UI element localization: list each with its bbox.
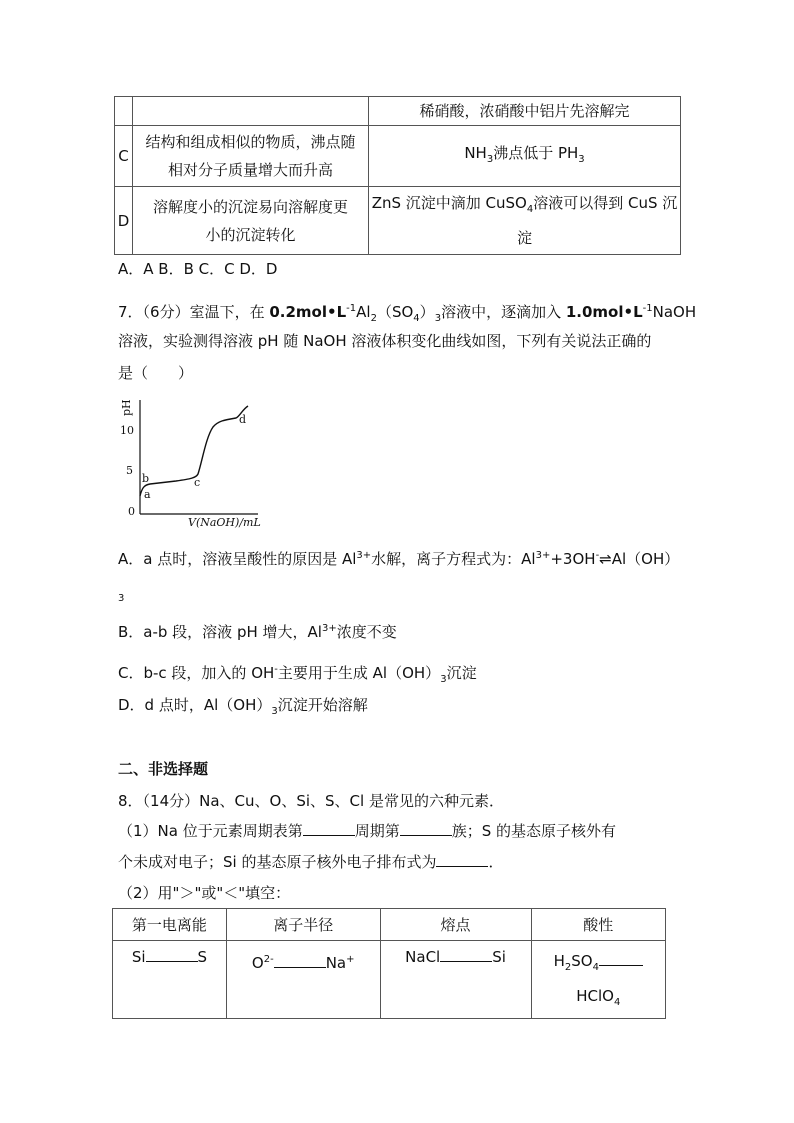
x-axis-label: V(NaOH)/mL <box>188 516 261 529</box>
table-cell <box>133 187 369 255</box>
option-text: C．b-c 段，加入的 OH <box>118 664 275 682</box>
subscript: 3 <box>440 674 447 685</box>
answer-blank[interactable] <box>599 951 643 966</box>
option-text: +3OH <box>550 550 596 568</box>
answer-blank[interactable] <box>146 947 198 962</box>
compare-fill-table <box>112 908 666 1019</box>
superscript: - <box>274 664 278 675</box>
header-acidity: 酸性 <box>531 909 665 941</box>
subscript: 3 <box>578 153 585 165</box>
q7-option-a-cont: 3 <box>118 593 125 604</box>
cell-text: Si <box>131 948 146 966</box>
subscript: 3 <box>486 153 494 165</box>
y-tick-5: 5 <box>126 464 133 477</box>
subscript: 2 <box>564 962 572 973</box>
q7-head: 7．（6分）室温下，在 <box>118 303 270 321</box>
option-text: ⇌Al（OH） <box>599 550 680 568</box>
q6-options: A．A B．B C．C D．D <box>118 260 278 278</box>
answer-blank[interactable] <box>436 852 488 867</box>
header-ion-radius: 离子半径 <box>226 909 380 941</box>
q7-naoh: NaOH <box>652 303 697 321</box>
q8-part1-line2 <box>118 851 503 873</box>
answer-blank[interactable] <box>400 821 452 836</box>
subscript: 4 <box>526 204 534 215</box>
q7-line1 <box>118 298 696 330</box>
table-cell: 稀硝酸，浓硝酸中铝片先溶解完 <box>369 97 681 126</box>
q8-part1-line1 <box>118 820 616 842</box>
option-text: D．d 点时，Al（OH） <box>118 696 272 714</box>
cell-text: Si <box>492 948 506 966</box>
table-cell <box>133 97 369 126</box>
q8-text: 周期第 <box>354 822 400 840</box>
table-row <box>115 187 681 255</box>
point-b-label: b <box>142 472 150 485</box>
option-text: A．a 点时，溶液呈酸性的原因是 Al <box>118 550 357 568</box>
point-a-label: a <box>144 488 151 501</box>
option-text: 沉淀开始溶解 <box>277 696 368 714</box>
q8-part2: （2）用"＞"或"＜"填空： <box>118 884 291 902</box>
cell-text: H <box>553 952 565 970</box>
row-label-c: C <box>115 126 133 187</box>
cell-line <box>533 947 664 982</box>
cell-text: Na <box>325 954 347 972</box>
superscript: 2- <box>263 954 274 965</box>
table-cell <box>369 187 681 255</box>
y-tick-0: 0 <box>128 505 135 518</box>
subscript: 4 <box>592 962 599 973</box>
section-heading: 二、非选择题 <box>118 760 209 778</box>
q7-mid: 溶液中，逐滴加入 <box>441 303 566 321</box>
table-cell <box>133 126 369 187</box>
table-cell <box>369 126 681 187</box>
option-text: 水解，离子方程式为：Al <box>371 550 536 568</box>
answer-blank[interactable] <box>303 821 355 836</box>
point-c-label: c <box>194 476 201 489</box>
cell-text: ZnS 沉淀中滴加 CuSO <box>371 194 527 212</box>
table-row <box>115 97 681 126</box>
subscript: 4 <box>413 313 420 324</box>
q7-al: Al <box>356 303 371 321</box>
q7-so4-end: ） <box>419 303 435 321</box>
q8-text: 个未成对电子；Si 的基态原子核外电子排布式为 <box>118 853 437 871</box>
superscript: -1 <box>346 303 357 314</box>
cell-text: 溶解度小的沉淀易向溶解度更 <box>152 197 348 216</box>
cell-line <box>533 982 664 1017</box>
point-d-label: d <box>239 413 247 426</box>
superscript: -1 <box>642 303 653 314</box>
cell-text: NaCl <box>405 948 441 966</box>
graph-svg <box>118 392 263 532</box>
subscript: 2 <box>370 313 377 324</box>
answer-blank[interactable] <box>274 953 326 968</box>
y-axis-label: pH <box>120 399 133 416</box>
header-melting-point: 熔点 <box>380 909 531 941</box>
q8-head: 8．（14分）Na、Cu、O、Si、S、Cl 是常见的六种元素． <box>118 792 504 810</box>
superscript: 3+ <box>356 550 372 561</box>
subscript: 3 <box>434 313 442 324</box>
cell-text: SO <box>571 952 593 970</box>
option-text: 沉淀 <box>446 664 477 682</box>
cell-text: O <box>251 954 264 972</box>
cell-text: 溶液可以得到 CuS 沉 <box>533 194 678 212</box>
subscript: 3 <box>271 706 278 717</box>
q8-text: （1）Na 位于元素周期表第 <box>118 822 303 840</box>
q7-conc1: 0.2mol•L <box>269 303 347 321</box>
y-tick-10: 10 <box>120 424 134 437</box>
cell-text: HClO <box>576 987 614 1005</box>
q7-option-d <box>118 694 368 723</box>
cell-text: 结构和组成相似的物质，沸点随 <box>145 133 356 151</box>
table-cell <box>115 97 133 126</box>
option-text: 浓度不变 <box>336 623 397 641</box>
cell-text: 淀 <box>516 229 532 247</box>
q8-text: ． <box>488 853 504 871</box>
q7-line3: 是（ ） <box>118 364 194 382</box>
q7-option-a <box>118 545 679 570</box>
superscript: 3+ <box>535 550 551 561</box>
cell-text: NH <box>464 143 487 162</box>
comparison-table <box>114 96 681 255</box>
cell-text: 小的沉淀转化 <box>205 225 296 244</box>
cell-text: S <box>197 948 208 966</box>
option-text: 主要用于生成 Al（OH） <box>277 664 441 682</box>
q7-conc2: 1.0mol•L <box>565 303 643 321</box>
cell-text: 相对分子质量增大而升高 <box>167 161 333 179</box>
q7-line2: 溶液，实验测得溶液 pH 随 NaOH 溶液体积变化曲线如图，下列有关说法正确的 <box>118 332 652 350</box>
table-header-row <box>113 909 666 941</box>
ph-titration-graph <box>118 392 263 532</box>
superscript: - <box>595 550 600 561</box>
cell-text: 沸点低于 PH <box>493 143 579 162</box>
cell-acidity <box>531 941 665 1019</box>
cell-ionization <box>113 941 227 1019</box>
header-ionization: 第一电离能 <box>113 909 227 941</box>
cell-ion-radius <box>226 941 380 1019</box>
q7-option-c <box>118 659 477 691</box>
table-row <box>113 941 666 1019</box>
cell-text <box>369 189 680 224</box>
q8-text: 族；S 的基态原子核外有 <box>451 822 617 840</box>
superscript: 3+ <box>321 623 337 634</box>
answer-blank[interactable] <box>440 947 492 962</box>
cell-melting-point <box>380 941 531 1019</box>
q7-option-b <box>118 618 397 643</box>
table-row <box>115 126 681 187</box>
subscript: 4 <box>613 997 621 1008</box>
option-text: B．a-b 段，溶液 pH 增大，Al <box>118 623 322 641</box>
q7-so4: （SO <box>376 303 414 321</box>
superscript: + <box>346 954 355 965</box>
row-label-d: D <box>115 187 133 255</box>
